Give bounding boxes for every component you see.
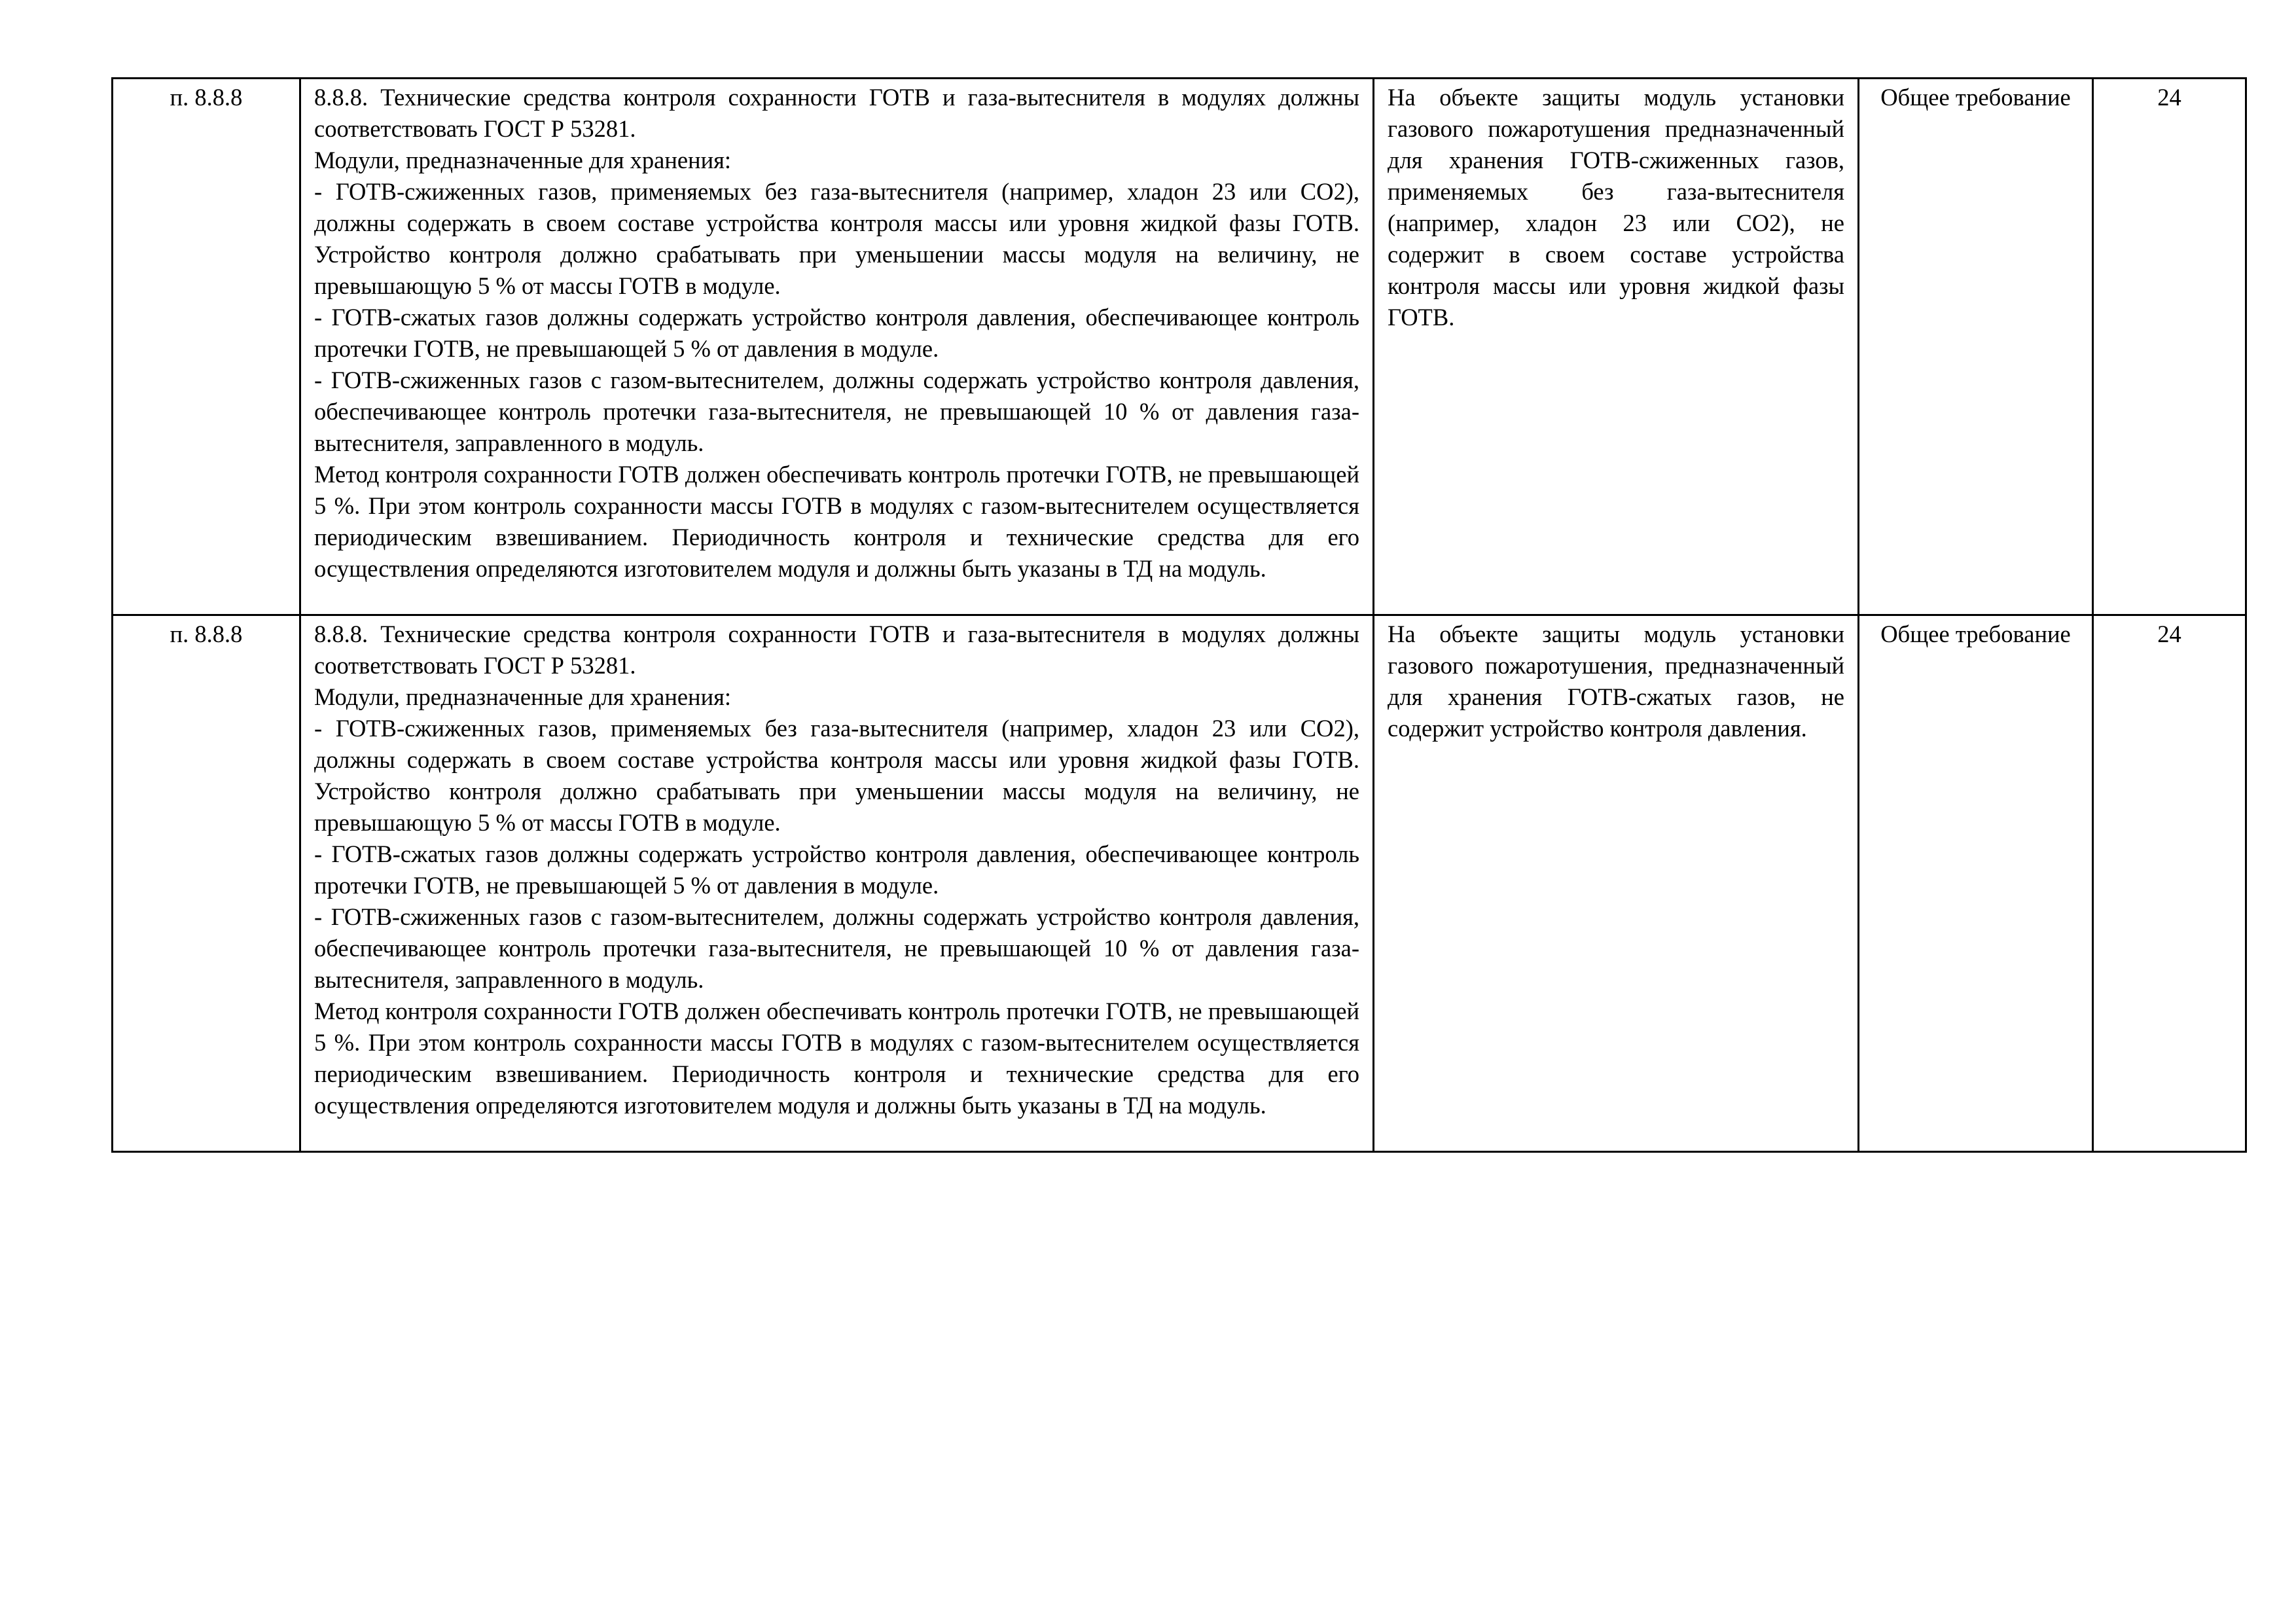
requirement-heading: 8.8.8. Технические средства контроля сохранности ГОТВ и газа-вытеснителя в модулях должны соответствовать ГОСТ Р 53281. (314, 621, 1359, 679)
page-number-cell: 24 (2093, 79, 2246, 615)
clause-cell: п. 8.8.8 (113, 79, 300, 615)
requirement-item-with-propellant: - ГОТВ-сжиженных газов с газом-вытеснителем, должны содержать устройство контроля давления, обеспечивающее контроль протечки газа-вытеснителя, не превышающей 10 % от давления газа-вытеснителя, заправленного в модуль. (314, 367, 1359, 456)
requirement-intro: Модули, предназначенные для хранения: (314, 683, 732, 710)
requirement-method: Метод контроля сохранности ГОТВ должен обеспечивать контроль протечки ГОТВ, не превышающей 5 %. При этом контроль сохранности массы ГОТВ в модулях с газом-вытеснителем осуществляется периодическим взвешиванием. Периодичность контроля и технические средства для его осуществления определяются изготовителем модуля и должны быть указаны в ТД на модуль. (314, 998, 1359, 1119)
requirement-cell (300, 79, 1374, 615)
requirement-intro: Модули, предназначенные для хранения: (314, 147, 732, 173)
requirement-item-compressed: - ГОТВ-сжатых газов должны содержать устройство контроля давления, обеспечивающее контроль протечки ГОТВ, не превышающей 5 % от давления в модуле. (314, 304, 1359, 362)
requirement-item-compressed: - ГОТВ-сжатых газов должны содержать устройство контроля давления, обеспечивающее контроль протечки ГОТВ, не превышающей 5 % от давления в модуле. (314, 840, 1359, 899)
page-number-cell: 24 (2093, 615, 2246, 1152)
finding-cell: На объекте защиты модуль установки газового пожаротушения предназначенный для хранения ГОТВ-сжиженных газов, применяемых без газа-вытеснителя (например, хладон 23 или СО2), не содержит в своем составе устройства контроля массы или уровня жидкой фазы ГОТВ. (1374, 79, 1859, 615)
requirement-item-with-propellant: - ГОТВ-сжиженных газов с газом-вытеснителем, должны содержать устройство контроля давления, обеспечивающее контроль протечки газа-вытеснителя, не превышающей 10 % от давления газа-вытеснителя, заправленного в модуль. (314, 903, 1359, 993)
clause-cell: п. 8.8.8 (113, 615, 300, 1152)
requirement-type-cell: Общее требование (1859, 79, 2093, 615)
requirement-type-cell: Общее требование (1859, 615, 2093, 1152)
table-row (113, 615, 2246, 1152)
requirement-cell (300, 615, 1374, 1152)
requirement-item-liquefied: - ГОТВ-сжиженных газов, применяемых без газа-вытеснителя (например, хладон 23 или СО2), должны содержать в своем составе устройства контроля массы или уровня жидкой фазы ГОТВ. Устройство контроля должно срабатывать при уменьшении массы модуля на величину, не превышающую 5 % от массы ГОТВ в модуле. (314, 178, 1359, 299)
finding-cell: На объекте защиты модуль установки газового пожаротушения, предназначенный для хранения ГОТВ-сжатых газов, не содержит устройство контроля давления. (1374, 615, 1859, 1152)
requirements-table (111, 77, 2247, 1153)
table-row (113, 79, 2246, 615)
requirement-heading: 8.8.8. Технические средства контроля сохранности ГОТВ и газа-вытеснителя в модулях должны соответствовать ГОСТ Р 53281. (314, 84, 1359, 142)
requirement-item-liquefied: - ГОТВ-сжиженных газов, применяемых без газа-вытеснителя (например, хладон 23 или СО2), должны содержать в своем составе устройства контроля массы или уровня жидкой фазы ГОТВ. Устройство контроля должно срабатывать при уменьшении массы модуля на величину, не превышающую 5 % от массы ГОТВ в модуле. (314, 715, 1359, 836)
requirement-method: Метод контроля сохранности ГОТВ должен обеспечивать контроль протечки ГОТВ, не превышающей 5 %. При этом контроль сохранности массы ГОТВ в модулях с газом-вытеснителем осуществляется периодическим взвешиванием. Периодичность контроля и технические средства для его осуществления определяются изготовителем модуля и должны быть указаны в ТД на модуль. (314, 461, 1359, 582)
